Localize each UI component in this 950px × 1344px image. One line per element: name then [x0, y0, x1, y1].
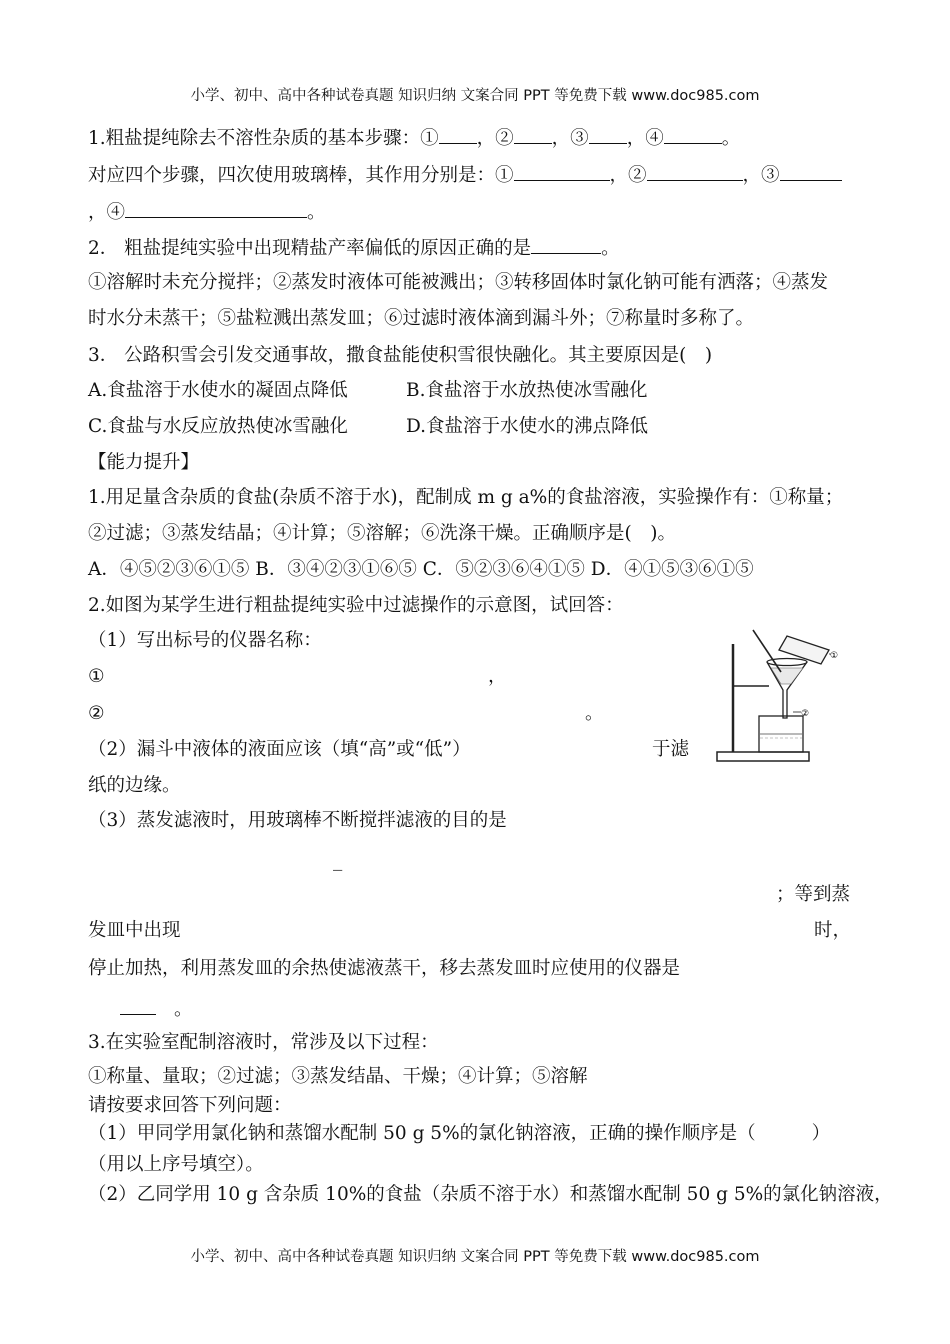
q1-text: 对应四个步骤，四次使用玻璃棒，其作用分别是：①	[88, 165, 514, 186]
q1-line2	[88, 162, 842, 189]
p3-text: （1）甲同学用氯化钠和蒸馏水配制 50 g 5%的氯化钠溶液，正确的操作顺序是（	[88, 1123, 756, 1144]
section-title: 【能力提升】	[88, 452, 200, 473]
q1-text: ，③	[742, 165, 780, 186]
q1-blank-3[interactable]	[589, 125, 627, 144]
p2-sub3-b-end: 时，	[814, 920, 852, 941]
p2-sub1: （1）写出标号的仪器名称：	[88, 630, 322, 651]
p3-sub1	[88, 1120, 830, 1147]
p1-line2: ②过滤；③蒸发结晶；④计算；⑤溶解；⑥洗涤干燥。正确顺序是( )。	[88, 523, 676, 544]
page-header: 小学、初中、高中各种试卷真题 知识归纳 文案合同 PPT 等免费下载 www.doc985.com	[190, 88, 760, 104]
p2-sub3-b: 发皿中出现	[88, 920, 181, 941]
p2-sub3: （3）蒸发滤液时，用玻璃棒不断搅拌滤液的目的是	[88, 810, 507, 831]
p2-mark2: ②	[88, 703, 105, 724]
q1-text: ，②	[609, 165, 647, 186]
q1-blank-2[interactable]	[514, 125, 552, 144]
q1-blank-4[interactable]	[664, 125, 722, 144]
p3-ask: 请按要求回答下列问题：	[88, 1095, 292, 1116]
q1-text: 。	[307, 202, 326, 223]
q3-option-b[interactable]: B.食盐溶于水放热使冰雪融化	[406, 380, 648, 401]
p1-line1: 1.用足量含杂质的食盐(杂质不溶于水)，配制成 m g a%的食盐溶液，实验操作有：①称量；	[88, 487, 844, 508]
q3-option-a[interactable]: A.食盐溶于水使水的凝固点降低	[88, 380, 348, 401]
q1-text: ，④	[626, 128, 664, 149]
filtration-apparatus-figure	[713, 628, 837, 764]
p2-intro: 2.如图为某学生进行粗盐提纯实验中过滤操作的示意图，试回答：	[88, 595, 624, 616]
page-footer: 小学、初中、高中各种试卷真题 知识归纳 文案合同 PPT 等免费下载 www.doc985.com	[190, 1249, 760, 1265]
p2-text: 。	[174, 999, 193, 1020]
q2-line3: 时水分未蒸干；⑤盐粒溅出蒸发皿；⑥过滤时液体滴到漏斗外；⑦称量时多称了。	[88, 308, 755, 329]
p2-sub2-end: 于滤	[652, 739, 690, 760]
q1-text: ，②	[476, 128, 514, 149]
q3-stem: 3． 公路积雪会引发交通事故，撒食盐能使积雪很快融化。其主要原因是( )	[88, 345, 713, 366]
q2-line2: ①溶解时未充分搅拌；②蒸发时液体可能被溅出；③转移固体时氯化钠可能有洒落；④蒸发	[88, 272, 829, 293]
p2-sub3-d	[120, 996, 193, 1023]
p2-sub3-end: ；等到蒸	[776, 884, 851, 905]
q1-text: 。	[721, 128, 741, 149]
p2-sub3-dash: _	[333, 850, 343, 871]
figure-label-2: ②	[801, 709, 810, 719]
glass-rod	[753, 630, 781, 672]
p3-text: ）	[811, 1123, 831, 1144]
p3-intro: 3.在实验室配制溶液时，常涉及以下过程：	[88, 1032, 439, 1053]
p3-sub1-cont: （用以上序号填空）。	[88, 1154, 264, 1175]
q3-option-c[interactable]: C.食盐与水反应放热使冰雪融化	[88, 416, 348, 437]
figure-label-1: ①	[830, 651, 839, 661]
q2-line1	[88, 235, 620, 262]
p3-list: ①称量、量取；②过滤；③蒸发结晶、干燥；④计算；⑤溶解	[88, 1066, 588, 1087]
q1-blank-5[interactable]	[514, 162, 610, 181]
p2-sub2-cont: 纸的边缘。	[88, 775, 181, 796]
p2-sub3-c: 停止加热，利用蒸发皿的余热使滤液蒸干，移去蒸发皿时应使用的仪器是	[88, 958, 681, 979]
p2-sub2: （2）漏斗中液体的液面应该（填“高”或“低”）	[88, 739, 471, 760]
p2-blank-instrument[interactable]	[120, 996, 156, 1015]
q1-text: 1.粗盐提纯除去不溶性杂质的基本步骤：①	[88, 128, 439, 149]
q1-line1	[88, 125, 740, 152]
q1-blank-6[interactable]	[647, 162, 743, 181]
p2-mark1: ①	[88, 666, 105, 687]
q2-blank[interactable]	[531, 235, 601, 254]
q3-option-d[interactable]: D.食盐溶于水使水的沸点降低	[406, 416, 649, 437]
q1-text: ，④	[88, 202, 126, 223]
stand-base	[717, 752, 809, 761]
q2-text: 2． 粗盐提纯实验中出现精盐产率偏低的原因正确的是	[88, 238, 532, 259]
p3-blank-order[interactable]	[756, 1120, 812, 1139]
p3-sub2: （2）乙同学用 10 g 含杂质 10%的食盐（杂质不溶于水）和蒸馏水配制 50 g 5%的氯化钠溶液，	[88, 1184, 893, 1205]
p2-mark2-end: 。	[585, 703, 604, 724]
p1-options[interactable]: A．④⑤②③⑥①⑤ B．③④②③①⑥⑤ C．⑤②③⑥④①⑤ D．④①⑤③⑥①⑤	[88, 559, 754, 580]
funnel-liquid	[771, 668, 803, 684]
p2-mark1-end: ，	[488, 666, 507, 687]
q1-blank-7[interactable]	[780, 162, 842, 181]
q1-blank-1[interactable]	[439, 125, 477, 144]
q1-line3	[88, 199, 326, 226]
q1-text: ，③	[551, 128, 589, 149]
q2-text: 。	[601, 238, 620, 259]
q1-blank-8[interactable]	[125, 199, 307, 218]
